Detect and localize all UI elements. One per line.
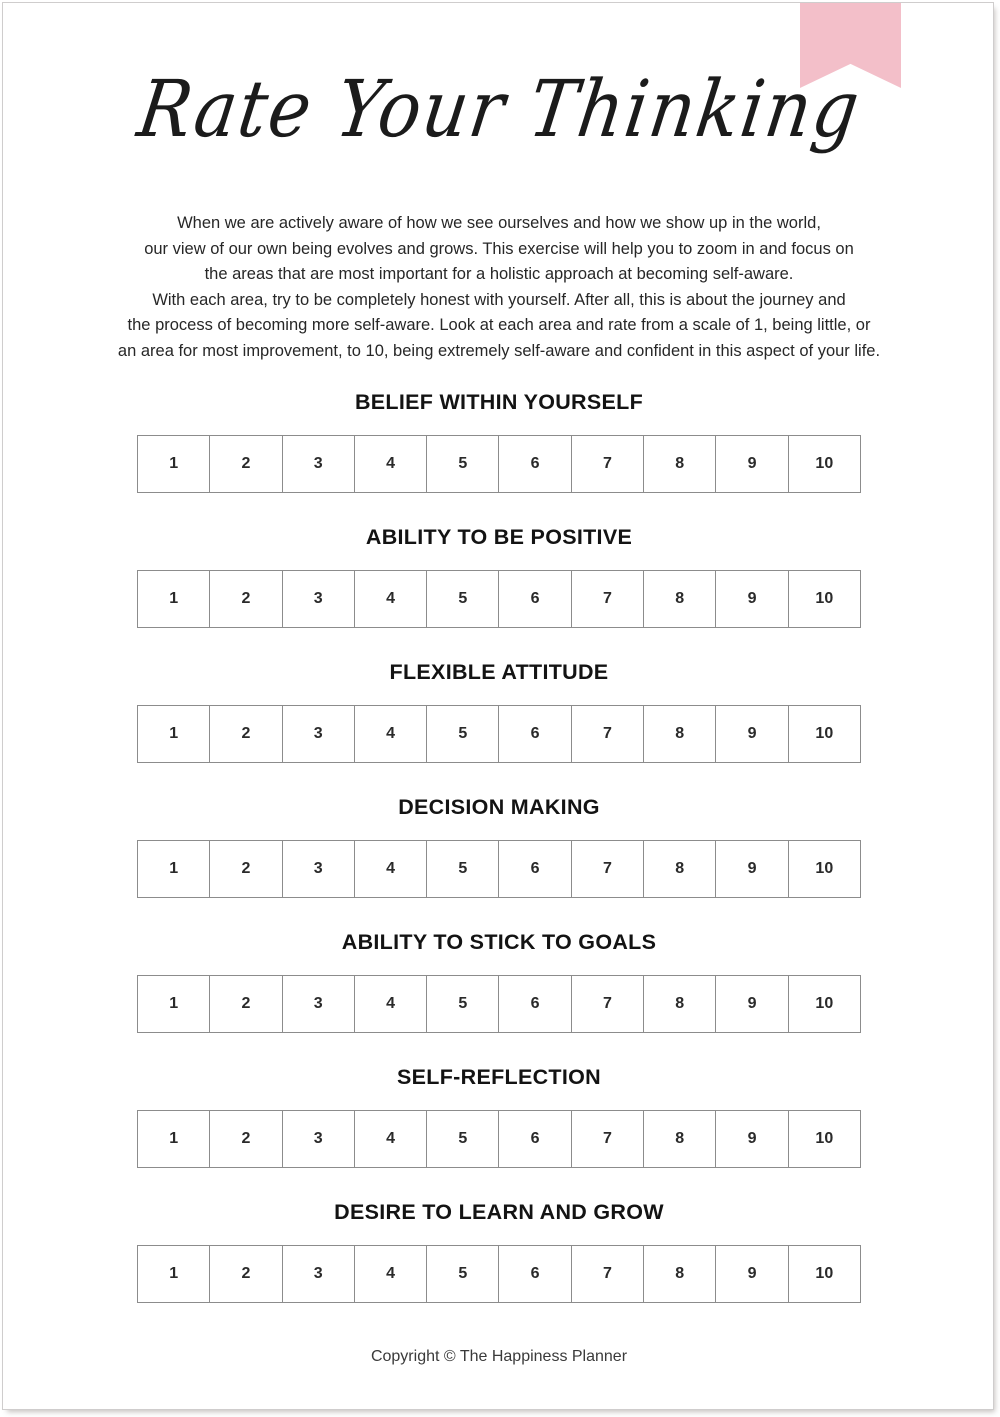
page-title: Rate Your Thinking bbox=[132, 63, 866, 155]
section-title: ABILITY TO BE POSITIVE bbox=[365, 525, 633, 549]
rating-cell[interactable]: 4 bbox=[355, 706, 427, 762]
rating-section bbox=[3, 659, 994, 794]
copyright-text: Copyright © The Happiness Planner bbox=[370, 1348, 628, 1365]
rating-cell[interactable]: 2 bbox=[210, 1111, 282, 1167]
rating-cell[interactable]: 9 bbox=[716, 571, 788, 627]
rating-cell[interactable]: 5 bbox=[427, 571, 499, 627]
rating-cell[interactable]: 7 bbox=[572, 976, 644, 1032]
rating-section bbox=[3, 929, 994, 1064]
rating-cell[interactable]: 8 bbox=[644, 571, 716, 627]
rating-scale bbox=[137, 1245, 861, 1303]
rating-cell[interactable]: 6 bbox=[499, 1111, 571, 1167]
rating-cell[interactable]: 6 bbox=[499, 841, 571, 897]
rating-cell[interactable]: 5 bbox=[427, 841, 499, 897]
rating-cell[interactable]: 4 bbox=[355, 1111, 427, 1167]
intro-line-2: our view of our own being evolves and grows. This exercise will help you to zoom in and focus on bbox=[144, 239, 854, 258]
rating-cell[interactable]: 5 bbox=[427, 436, 499, 492]
rating-cell[interactable]: 3 bbox=[283, 571, 355, 627]
rating-cell[interactable]: 3 bbox=[283, 706, 355, 762]
rating-cell[interactable]: 10 bbox=[815, 995, 834, 1012]
rating-cell[interactable]: 8 bbox=[644, 436, 716, 492]
rating-cell[interactable]: 2 bbox=[210, 841, 282, 897]
intro-line-3: the areas that are most important for a holistic approach at becoming self-aware. bbox=[204, 265, 794, 284]
intro-paragraph bbox=[53, 211, 945, 365]
rating-cell[interactable]: 2 bbox=[210, 571, 282, 627]
rating-cell[interactable]: 5 bbox=[427, 1111, 499, 1167]
rating-cell[interactable]: 8 bbox=[644, 976, 716, 1032]
rating-cell[interactable]: 1 bbox=[138, 1246, 210, 1302]
rating-cell[interactable]: 3 bbox=[283, 841, 355, 897]
rating-cell[interactable]: 9 bbox=[716, 436, 788, 492]
rating-scale bbox=[137, 975, 861, 1033]
rating-cell[interactable]: 2 bbox=[210, 976, 282, 1032]
intro-line-4: With each area, try to be completely honest with yourself. After all, this is about the journey and bbox=[152, 290, 846, 309]
rating-cell[interactable]: 4 bbox=[355, 1246, 427, 1302]
intro-line-1: When we are actively aware of how we see ourselves and how we show up in the world, bbox=[177, 214, 821, 232]
rating-cell[interactable]: 4 bbox=[355, 841, 427, 897]
rating-cell[interactable]: 10 bbox=[815, 860, 834, 877]
rating-section bbox=[3, 524, 994, 659]
rating-cell[interactable]: 10 bbox=[815, 590, 834, 607]
rating-cell[interactable]: 10 bbox=[815, 725, 834, 742]
rating-cell[interactable]: 7 bbox=[572, 706, 644, 762]
rating-section bbox=[3, 794, 994, 929]
rating-cell[interactable]: 7 bbox=[572, 1111, 644, 1167]
rating-section bbox=[3, 389, 994, 524]
rating-cell[interactable]: 9 bbox=[716, 841, 788, 897]
section-title: BELIEF WITHIN YOURSELF bbox=[354, 390, 644, 414]
rating-cell[interactable]: 9 bbox=[716, 706, 788, 762]
rating-cell[interactable]: 1 bbox=[138, 976, 210, 1032]
rating-cell[interactable]: 6 bbox=[499, 706, 571, 762]
rating-cell[interactable]: 5 bbox=[427, 706, 499, 762]
rating-cell[interactable]: 9 bbox=[716, 1246, 788, 1302]
rating-cell[interactable]: 7 bbox=[572, 841, 644, 897]
rating-cell[interactable]: 1 bbox=[138, 841, 210, 897]
rating-cell[interactable]: 7 bbox=[572, 571, 644, 627]
rating-cell[interactable]: 3 bbox=[283, 1111, 355, 1167]
rating-cell[interactable]: 1 bbox=[138, 1111, 210, 1167]
rating-cell[interactable]: 10 bbox=[815, 455, 834, 472]
section-title: ABILITY TO STICK TO GOALS bbox=[341, 930, 657, 954]
section-title: SELF-REFLECTION bbox=[397, 1065, 601, 1089]
rating-cell[interactable]: 9 bbox=[716, 976, 788, 1032]
rating-sections bbox=[3, 389, 994, 1334]
rating-cell[interactable]: 4 bbox=[355, 976, 427, 1032]
rating-cell[interactable]: 3 bbox=[283, 436, 355, 492]
worksheet-page bbox=[2, 2, 994, 1410]
rating-cell[interactable]: 2 bbox=[210, 1246, 282, 1302]
rating-scale bbox=[137, 570, 861, 628]
rating-cell[interactable]: 8 bbox=[644, 1246, 716, 1302]
rating-cell[interactable]: 3 bbox=[283, 1246, 355, 1302]
rating-scale bbox=[137, 840, 861, 898]
rating-section bbox=[3, 1199, 994, 1334]
rating-cell[interactable]: 6 bbox=[499, 436, 571, 492]
rating-cell[interactable]: 6 bbox=[499, 1246, 571, 1302]
rating-cell[interactable]: 5 bbox=[427, 1246, 499, 1302]
rating-cell[interactable]: 4 bbox=[355, 571, 427, 627]
section-title: FLEXIBLE ATTITUDE bbox=[389, 660, 609, 684]
rating-cell[interactable]: 9 bbox=[716, 1111, 788, 1167]
rating-scale bbox=[137, 705, 861, 763]
rating-cell[interactable]: 7 bbox=[572, 436, 644, 492]
rating-cell[interactable]: 10 bbox=[815, 1265, 834, 1282]
rating-cell[interactable]: 8 bbox=[644, 706, 716, 762]
rating-cell[interactable]: 6 bbox=[499, 976, 571, 1032]
rating-cell[interactable]: 4 bbox=[355, 436, 427, 492]
rating-section bbox=[3, 1064, 994, 1199]
rating-cell[interactable]: 1 bbox=[138, 706, 210, 762]
rating-cell[interactable]: 7 bbox=[572, 1246, 644, 1302]
section-title: DECISION MAKING bbox=[398, 795, 600, 819]
rating-cell[interactable]: 3 bbox=[283, 976, 355, 1032]
rating-scale bbox=[137, 1110, 861, 1168]
rating-scale bbox=[137, 435, 861, 493]
rating-cell[interactable]: 10 bbox=[815, 1130, 834, 1147]
footer bbox=[3, 1348, 994, 1366]
rating-cell[interactable]: 1 bbox=[138, 436, 210, 492]
intro-line-6: an area for most improvement, to 10, being extremely self-aware and confident in this aspect of your life. bbox=[117, 341, 881, 360]
rating-cell[interactable]: 2 bbox=[210, 436, 282, 492]
section-title: DESIRE TO LEARN AND GROW bbox=[334, 1200, 664, 1224]
page-title-wrapper bbox=[3, 61, 994, 157]
rating-cell[interactable]: 8 bbox=[644, 841, 716, 897]
rating-cell[interactable]: 2 bbox=[210, 706, 282, 762]
rating-cell[interactable]: 1 bbox=[138, 571, 210, 627]
intro-line-5: the process of becoming more self-aware. Look at each area and rate from a scale of 1, being little, or bbox=[127, 316, 871, 335]
rating-cell[interactable]: 6 bbox=[499, 571, 571, 627]
rating-cell[interactable]: 8 bbox=[644, 1111, 716, 1167]
rating-cell[interactable]: 5 bbox=[427, 976, 499, 1032]
